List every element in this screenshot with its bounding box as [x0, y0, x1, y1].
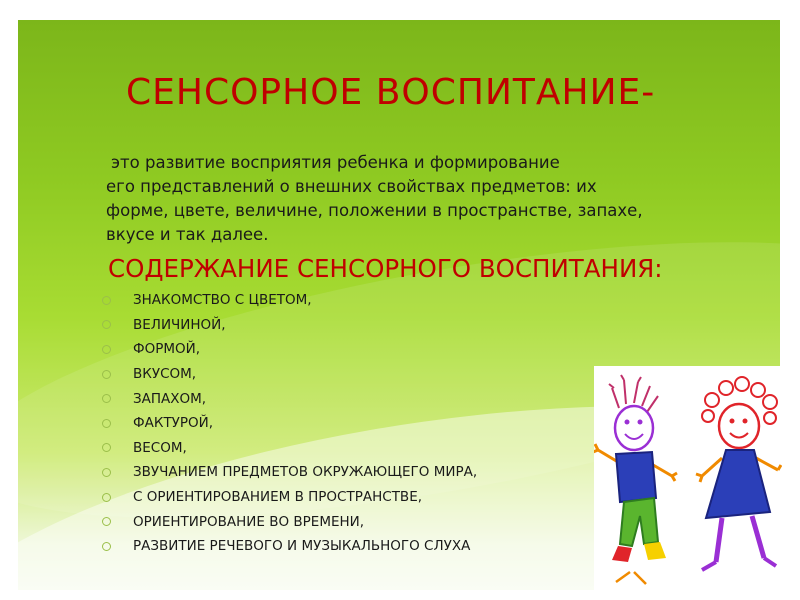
list-item [102, 460, 477, 485]
list-item [102, 386, 477, 411]
content-subtitle: СОДЕРЖАНИЕ СЕНСОРНОГО ВОСПИТАНИЯ: [108, 254, 663, 283]
bullet-icon [102, 394, 111, 403]
bullet-icon [102, 345, 111, 354]
list-item [102, 337, 477, 362]
list-item [102, 534, 477, 559]
bullet-icon [102, 542, 111, 551]
right-child-arm [756, 458, 781, 470]
left-child-smile [625, 434, 643, 439]
left-child-feet [616, 572, 646, 584]
left-child-eye [625, 420, 630, 425]
list-item [102, 313, 477, 338]
list-item [102, 362, 477, 387]
definition-line: форме, цвете, величине, положении в пространстве, запахе, [106, 201, 643, 220]
right-child-legs [716, 516, 764, 562]
list-item-text: С ОРИЕНТИРОВАНИЕМ В ПРОСТРАНСТВЕ, [133, 489, 423, 506]
right-child-hair [702, 377, 777, 424]
left-child-shirt [616, 452, 656, 502]
list-item [102, 411, 477, 436]
right-child-eye [730, 419, 735, 424]
crayon-children-image [594, 366, 782, 590]
list-item-text: ОРИЕНТИРОВАНИЕ ВО ВРЕМЕНИ, [133, 513, 365, 530]
right-child-head [719, 404, 759, 448]
list-item-text: ВЕСОМ, [133, 439, 187, 456]
left-child-arm [594, 444, 618, 462]
list-item-text: ФОРМОЙ, [133, 341, 201, 358]
list-item-text: ЗНАКОМСТВО С ЦВЕТОМ, [133, 292, 312, 309]
bullet-icon [102, 296, 111, 305]
definition-line: его представлений о внешних свойствах предметов: их [106, 177, 597, 196]
left-child-pants [620, 498, 658, 546]
bullet-icon [102, 320, 111, 329]
list-item [102, 509, 477, 534]
definition-line: это развитие восприятия ребенка и формирование [111, 153, 560, 172]
list-item-text: РАЗВИТИЕ РЕЧЕВОГО И МУЗЫКАЛЬНОГО СЛУХА [133, 538, 471, 555]
bullet-icon [102, 468, 111, 477]
right-child-feet [702, 558, 776, 570]
right-child-smile [730, 433, 748, 438]
bullet-icon [102, 443, 111, 452]
left-child-eye [638, 420, 643, 425]
list-item-text: ВКУСОМ, [133, 366, 197, 383]
list-item [102, 288, 477, 313]
list-item [102, 485, 477, 510]
slide-title: СЕНСОРНОЕ ВОСПИТАНИЕ- [126, 72, 656, 113]
list-item-text: ЗАПАХОМ, [133, 390, 207, 407]
left-child-head [615, 406, 653, 450]
bullet-icon [102, 493, 111, 502]
list-item-text: ВЕЛИЧИНОЙ, [133, 316, 226, 333]
children-illustration [594, 366, 782, 590]
bullet-icon [102, 419, 111, 428]
left-child-shoe [612, 546, 632, 562]
bullet-icon [102, 517, 111, 526]
list-item [102, 436, 477, 461]
list-item-text: ЗВУЧАНИЕМ ПРЕДМЕТОВ ОКРУЖАЮЩЕГО МИРА, [133, 464, 478, 481]
content-list [102, 288, 477, 559]
list-item-text: ФАКТУРОЙ, [133, 415, 214, 432]
definition-line: вкусе и так далее. [106, 225, 269, 244]
definition-paragraph [106, 151, 686, 247]
bullet-icon [102, 370, 111, 379]
right-child-eye [743, 419, 748, 424]
left-child-shoe [644, 542, 666, 560]
